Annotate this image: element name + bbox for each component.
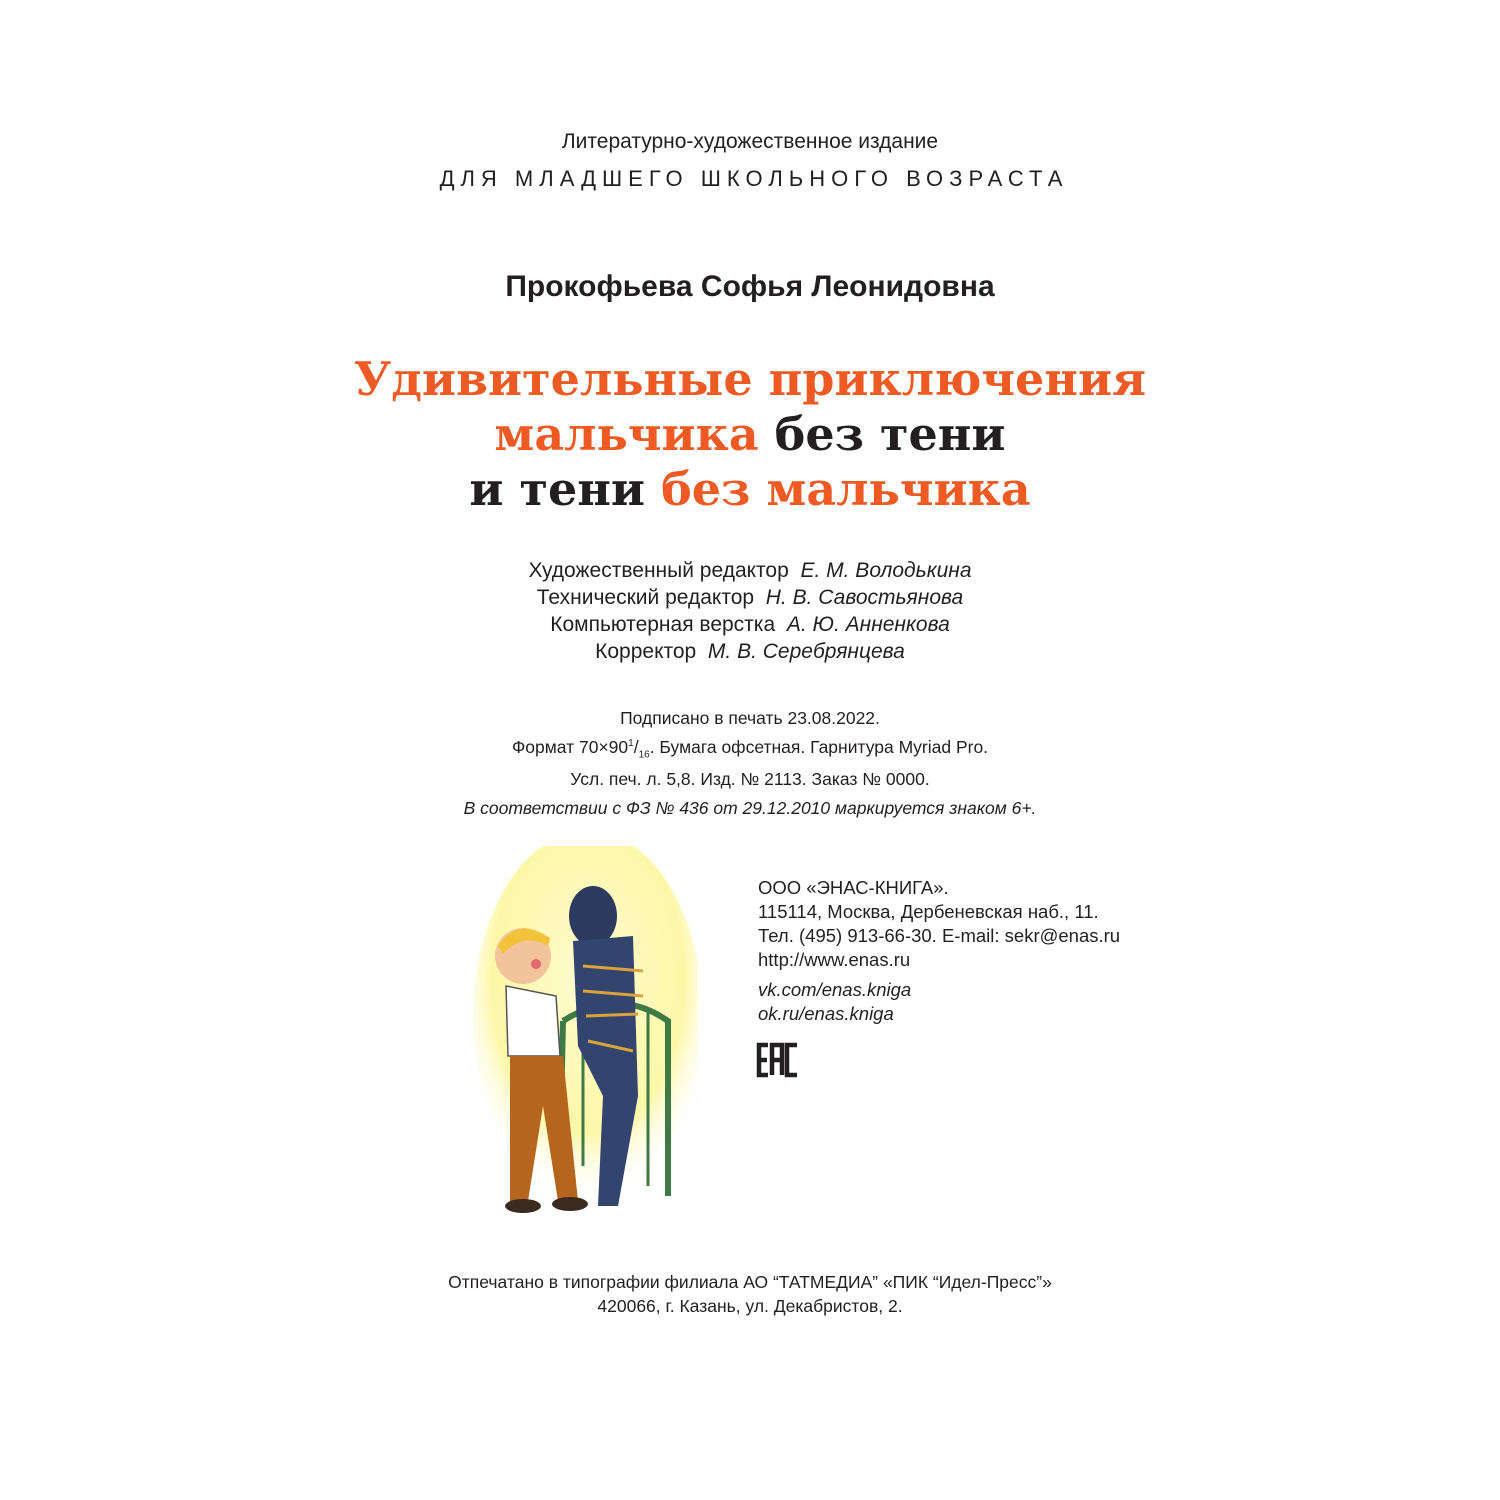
credit-person: М. В. Серебрянцева	[707, 640, 905, 663]
signed-line: Подписано в печать 23.08.2022.	[620, 708, 880, 728]
format-line: Формат $70\times 90^1/_{16}$. Бумага офсетная. Гарнитура Myriad Pro.	[511, 736, 989, 761]
credit-line	[0, 638, 1500, 665]
age-label: ДЛЯ МЛАДШЕГО ШКОЛЬНОГО ВОЗРАСТА	[439, 166, 1069, 191]
sheets-line: Усл. печ. л. 5,8. Изд. № 2113. Заказ № 0000.	[570, 769, 930, 790]
title-line-1: Удивительные приключения	[353, 352, 1147, 406]
title-line-3-black: и тени	[469, 462, 646, 516]
printer-line-2: 420066, г. Казань, ул. Декабристов, 2.	[597, 1296, 903, 1316]
publisher-website[interactable]: http://www.enas.ru	[758, 949, 911, 970]
format-prefix: Формат 70×90	[511, 736, 629, 757]
author-name: Прокофьева Софья Леонидовна	[505, 270, 995, 303]
publisher-ok-link[interactable]	[758, 1002, 1120, 1026]
publisher-vk-link[interactable]	[758, 978, 1120, 1002]
credit-person: Е. М. Володькина	[800, 559, 972, 582]
format-suffix: . Бумага офсетная. Гарнитура Myriad Pro.	[649, 736, 989, 757]
credit-role: Художественный редактор	[528, 559, 789, 582]
title-line-3-orange: без мальчика	[661, 462, 1031, 516]
credit-line	[0, 557, 1500, 584]
genre-label: Литературно-художественное издание	[561, 130, 939, 153]
publisher-address: 115114, Москва, Дербеневская наб., 11.	[758, 901, 1099, 922]
eac-mark-icon	[756, 1042, 800, 1078]
print-info	[0, 706, 1500, 821]
ok-link-text: ok.ru/enas.kniga	[758, 1003, 894, 1024]
credit-person: Н. В. Савостьянова	[765, 586, 964, 609]
title-line-2-black: без тени	[774, 407, 1006, 461]
publisher-name: ООО «ЭНАС-КНИГА».	[758, 877, 949, 898]
credit-person: А. Ю. Анненкова	[786, 613, 950, 636]
law-line: В соответствии с ФЗ № 436 от 29.12.2010 маркируется знаком 6+.	[463, 798, 1037, 819]
boy-and-shadow-illustration	[468, 846, 698, 1236]
printer-line-1: Отпечатано в типографии филиала АО “ТАТМЕДИА” «ПИК “Идел-Пресс”»	[448, 1272, 1052, 1292]
title-line-2-orange: мальчика	[494, 407, 759, 461]
credit-role: Корректор	[595, 640, 697, 663]
credit-line	[0, 611, 1500, 638]
publisher-block	[758, 876, 1120, 1026]
vk-link-text: vk.com/enas.kniga	[758, 979, 912, 1000]
credit-role: Компьютерная верстка	[550, 613, 776, 636]
book-title	[0, 352, 1500, 517]
credit-line	[0, 584, 1500, 611]
credit-role: Технический редактор	[536, 586, 755, 609]
credits-block	[0, 557, 1500, 665]
printer-info	[0, 1270, 1500, 1318]
format-sub: 16	[638, 749, 650, 761]
format-sup: 1	[628, 738, 634, 749]
publisher-contacts: Тел. (495) 913-66-30. E-mail: sekr@enas.ru	[758, 925, 1121, 946]
